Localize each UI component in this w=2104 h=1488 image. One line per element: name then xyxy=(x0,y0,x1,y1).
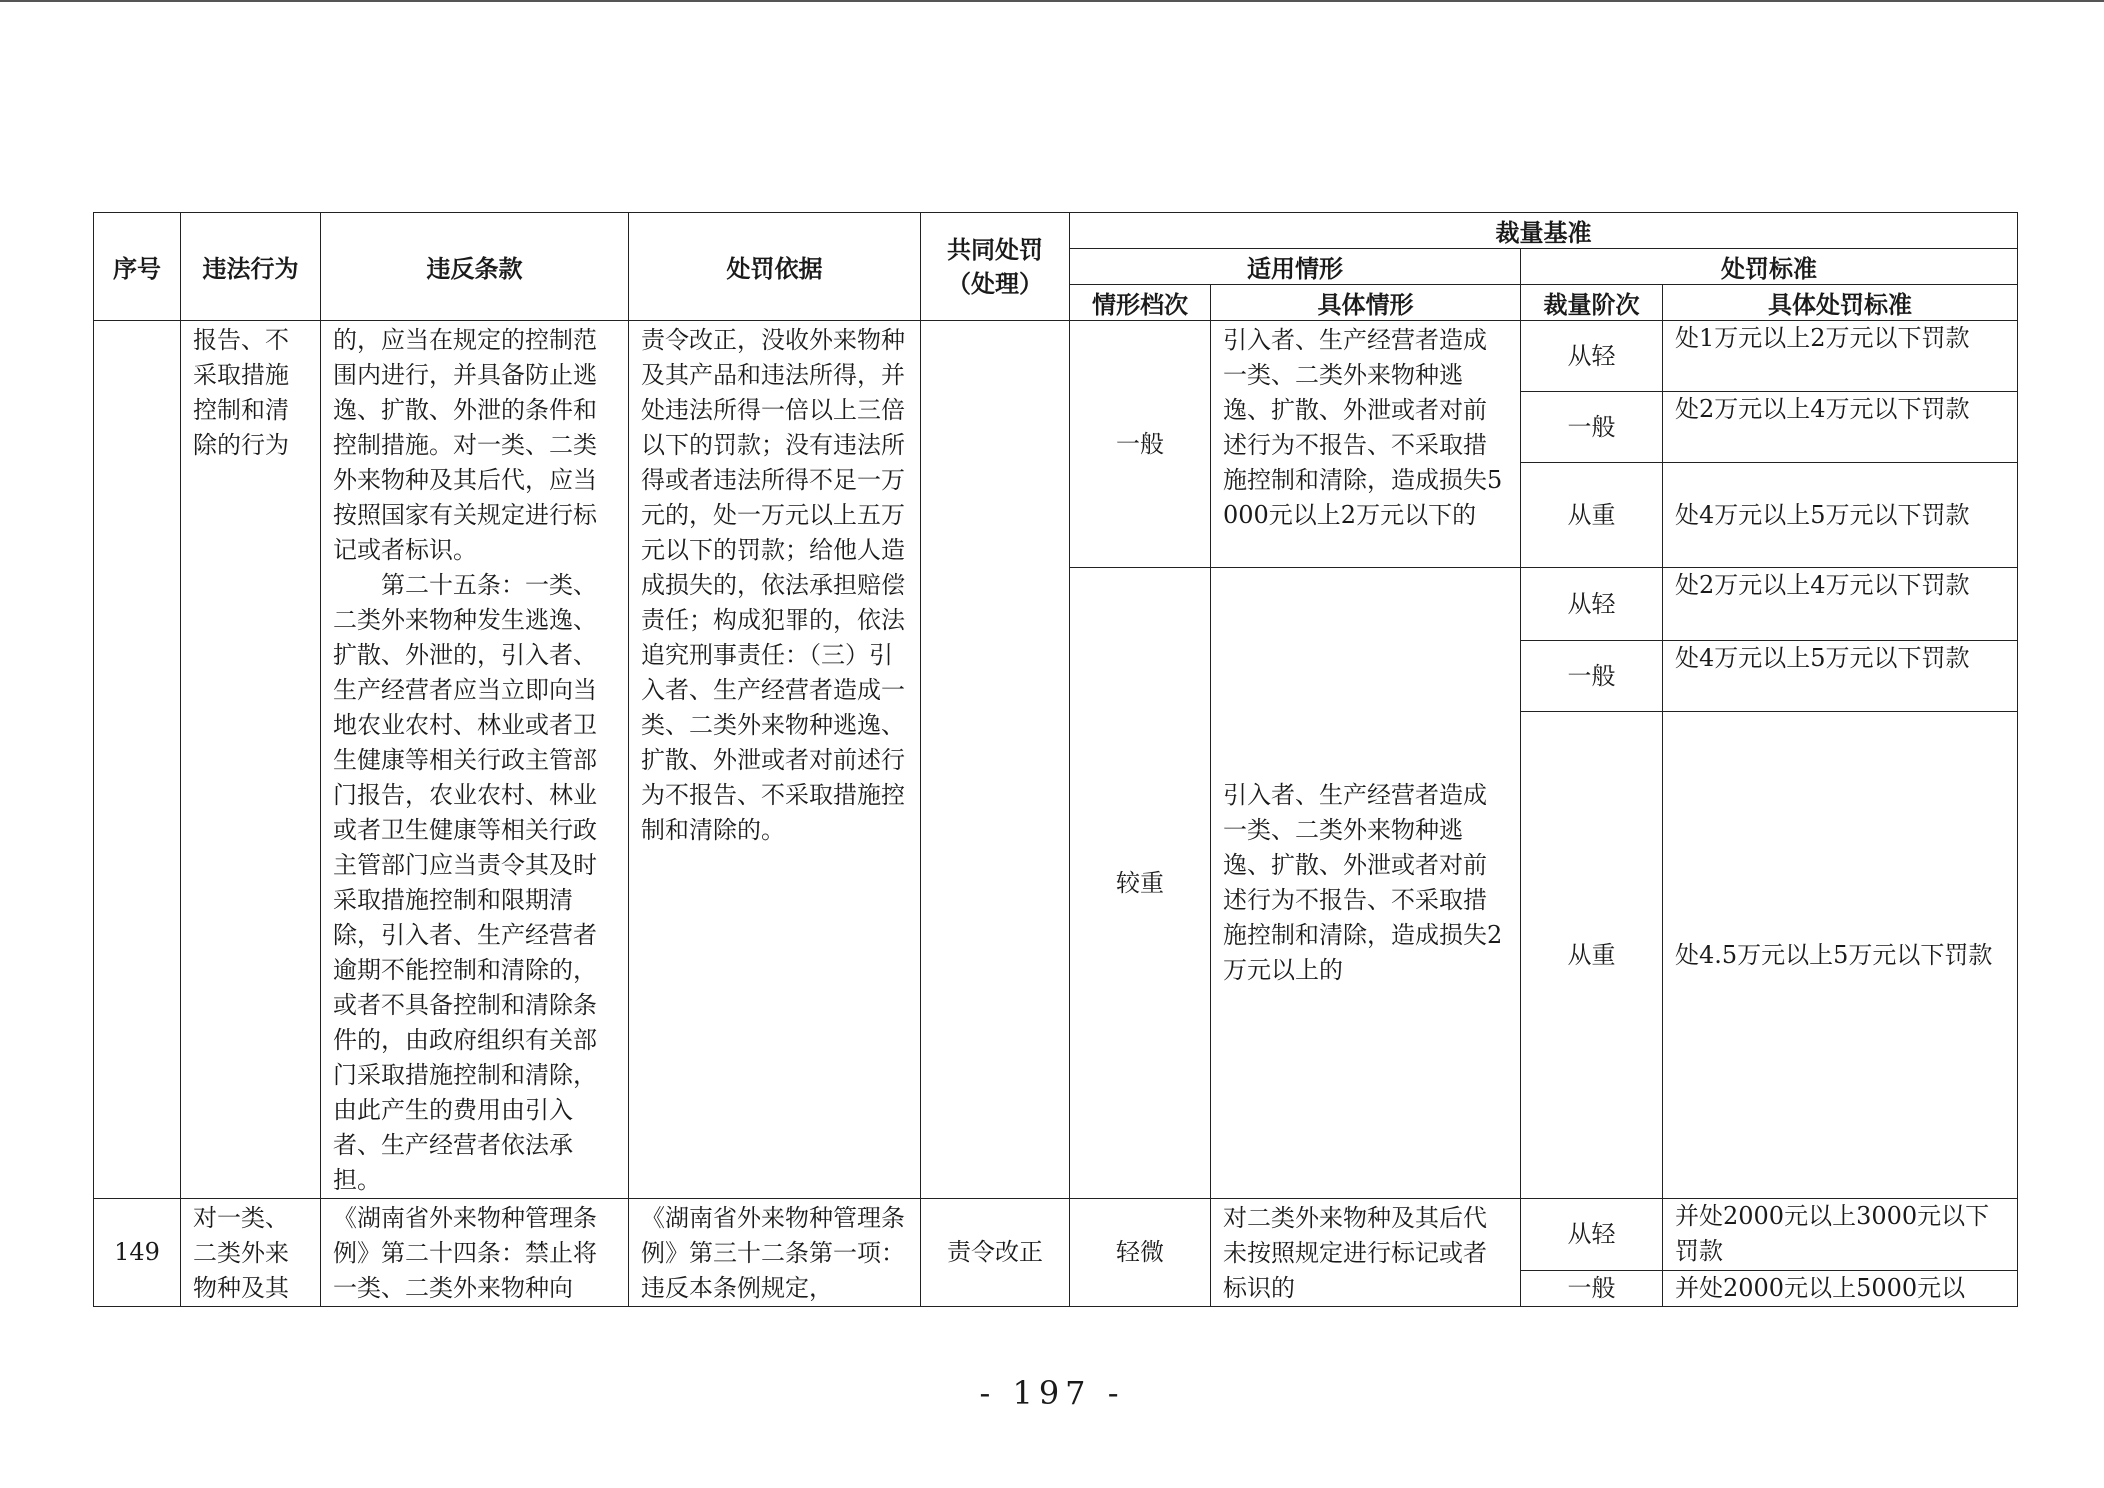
header-specific-penalty: 具体处罚标准 xyxy=(1663,285,2018,321)
row1-behavior-cell xyxy=(181,321,321,1199)
row1-g1-standard-general: 处2万元以上4万元以下罚款 xyxy=(1675,395,1970,423)
row1-article-p1: 的，应当在规定的控制范围内进行，并具备防止逃逸、扩散、外泄的条件和控制措施。对一类、二类外来物种及其后代，应当按照国家有关规定进行标记或者标识。 xyxy=(333,326,597,564)
row1-situation-general-cell xyxy=(1211,321,1521,568)
row2-level: 轻微 xyxy=(1070,1199,1211,1307)
row1-g2-standard-heavy-cell xyxy=(1663,712,2018,1199)
row1-g2-standard-heavy: 处4.5万元以上5万元以下罚款 xyxy=(1675,940,1993,969)
row2-seq: 149 xyxy=(94,1199,181,1307)
header-basis: 处罚依据 xyxy=(629,213,921,321)
row1-g2-tier-light: 从轻 xyxy=(1521,568,1663,641)
header-situation-level: 情形档次 xyxy=(1070,285,1211,321)
header-article: 违反条款 xyxy=(321,213,629,321)
row1-g2-tier-general: 一般 xyxy=(1521,641,1663,712)
header-discretion-level: 裁量阶次 xyxy=(1521,285,1663,321)
row2-standard-general-cell xyxy=(1663,1270,2018,1306)
row1-g1-standard-light: 处1万元以上2万元以下罚款 xyxy=(1675,324,1970,352)
row2-common: 责令改正 xyxy=(921,1199,1070,1307)
row2-standard-light: 并处2000元以上3000元以下罚款 xyxy=(1675,1202,1990,1265)
row1-g2-standard-light-cell xyxy=(1663,568,2018,641)
row1-common xyxy=(921,321,1070,1199)
row1-situation-serious: 引入者、生产经营者造成一类、二类外来物种逃逸、扩散、外泄或者对前述行为不报告、不采取措施控制和清除，造成损失2万元以上的 xyxy=(1223,781,1503,984)
row1-level-serious: 较重 xyxy=(1070,568,1211,1199)
row1-g2-standard-general-cell xyxy=(1663,641,2018,712)
row1-g1-tier-heavy: 从重 xyxy=(1521,463,1663,568)
row2-basis-cell xyxy=(629,1199,921,1307)
row1-g1-standard-heavy: 处4万元以上5万元以下罚款 xyxy=(1675,500,1970,529)
row2-tier-general: 一般 xyxy=(1521,1270,1663,1306)
row2-article: 《湖南省外来物种管理条例》第二十四条：禁止将一类、二类外来物种向 xyxy=(333,1204,597,1302)
row1-g2-standard-general: 处4万元以上5万元以下罚款 xyxy=(1675,644,1970,672)
page-number: - 197 - xyxy=(979,1374,1125,1412)
row1-situation-serious-cell xyxy=(1211,568,1521,1199)
row2-situation-cell xyxy=(1211,1199,1521,1307)
row1-basis: 责令改正，没收外来物种及其产品和违法所得，并处违法所得一倍以上三倍以下的罚款；没有违法所得或者违法所得不足一万元的，处一万元以上五万元以下的罚款；给他人造成损失的，依法承担赔偿责任；构成犯罪的，依法追究刑事责任：（三）引入者、生产经营者造成一类、二类外来物种逃逸、扩散、外泄或者对前述行为不报告、不采取措施控制和清除的。 xyxy=(641,326,905,844)
row1-g2-tier-heavy: 从重 xyxy=(1521,712,1663,1199)
row2-standard-general: 并处2000元以上5000元以 xyxy=(1675,1273,1966,1302)
row1-g1-standard-heavy-cell xyxy=(1663,463,2018,568)
header-behavior: 违法行为 xyxy=(181,213,321,321)
header-penalty-standard: 处罚标准 xyxy=(1521,249,2018,285)
row2-basis: 《湖南省外来物种管理条例》第三十二条第一项：违反本条例规定， xyxy=(641,1204,905,1302)
row1-g1-standard-light-cell xyxy=(1663,321,2018,392)
row1-situation-general: 引入者、生产经营者造成一类、二类外来物种逃逸、扩散、外泄或者对前述行为不报告、不采取措施控制和清除，造成损失5000元以上2万元以下的 xyxy=(1223,326,1503,529)
header-applicable-situation: 适用情形 xyxy=(1070,249,1521,285)
header-specific-situation: 具体情形 xyxy=(1211,285,1521,321)
row2-tier-light: 从轻 xyxy=(1521,1199,1663,1271)
row2-situation: 对二类外来物种及其后代未按照规定进行标记或者标识的 xyxy=(1223,1204,1487,1302)
row1-article-cell xyxy=(321,321,629,1199)
row1-g1-standard-general-cell xyxy=(1663,392,2018,463)
row1-behavior: 报告、不采取措施控制和清除的行为 xyxy=(193,326,289,459)
header-discretion-standard: 裁量基准 xyxy=(1070,213,2018,249)
row1-g1-tier-light: 从轻 xyxy=(1521,321,1663,392)
header-seq: 序号 xyxy=(94,213,181,321)
row1-g2-standard-light: 处2万元以上4万元以下罚款 xyxy=(1675,571,1970,599)
row2-standard-light-cell xyxy=(1663,1199,2018,1271)
row1-article-p2: 第二十五条：一类、二类外来物种发生逃逸、扩散、外泄的，引入者、生产经营者应当立即向当地农业农村、林业或者卫生健康等相关行政主管部门报告，农业农村、林业或者卫生健康等相关行政主管部门应当责令其及时采取措施控制和限期清除，引入者、生产经营者逾期不能控制和清除的，或者不具备控制和清除条件的，由政府组织有关部门采取措施控制和清除，由此产生的费用由引入者、生产经营者依法承担。 xyxy=(333,571,597,1194)
row1-basis-cell xyxy=(629,321,921,1199)
top-rule xyxy=(0,0,2104,2)
row1-level-general: 一般 xyxy=(1070,321,1211,568)
discretion-table xyxy=(93,212,2018,1307)
header-common-penalty: 共同处罚 （处理） xyxy=(921,213,1070,321)
row2-behavior: 对一类、二类外来物种及其 xyxy=(193,1204,289,1302)
row1-seq xyxy=(94,321,181,1199)
row1-g1-tier-general: 一般 xyxy=(1521,392,1663,463)
row2-article-cell xyxy=(321,1199,629,1307)
row2-behavior-cell xyxy=(181,1199,321,1307)
